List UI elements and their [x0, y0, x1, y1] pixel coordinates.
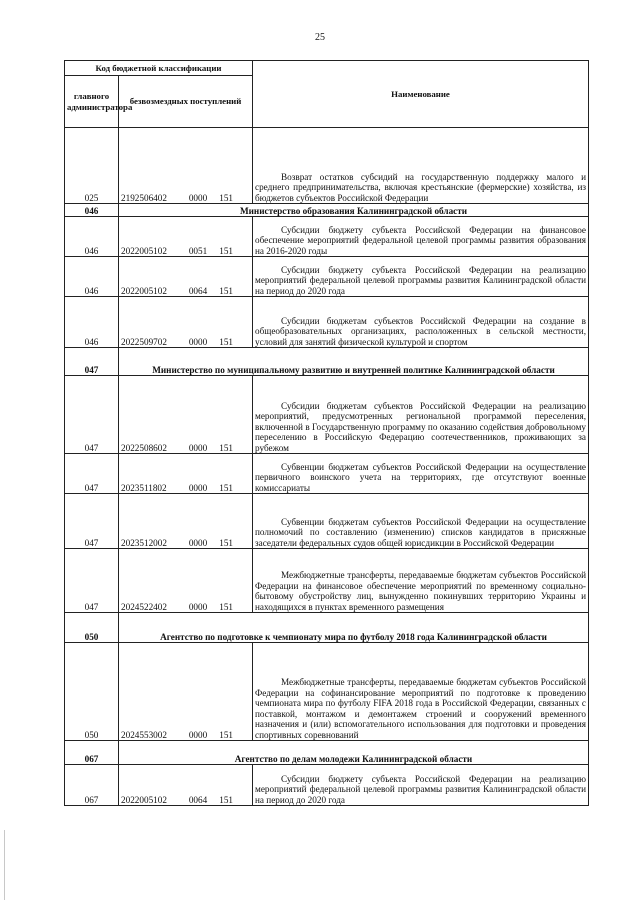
table-row — [65, 549, 589, 613]
item-name-text: Субсидии бюджетам субъектов Российской Федерации на создание в общеобразовательных организациях, расположенных в сельской местности, условий для занятий физической культурой и спортом — [255, 315, 586, 347]
budget-classification-table — [64, 60, 589, 806]
income-code-economic: 151 — [219, 192, 233, 203]
page-number: 25 — [315, 32, 325, 43]
income-code — [119, 297, 253, 348]
ministry-name: Агентство по подготовке к чемпионату мира по футболу 2018 года Калининградской области — [119, 613, 589, 643]
admin-code: 050 — [65, 643, 119, 741]
admin-code: 046 — [65, 217, 119, 257]
ministry-name: Министерство по муниципальному развитию и внутренней политике Калининградской области — [119, 348, 589, 376]
item-name-text: Возврат остатков субсидий на государственную поддержку малого и среднего предпринимательства, включая крестьянские (фермерские) хозяйства, из бюджетов субъектов Российской Федерации — [255, 171, 586, 203]
ministry-row — [65, 613, 589, 643]
income-code-program: 0000 — [188, 192, 208, 203]
item-name — [253, 217, 589, 257]
item-name — [253, 128, 589, 204]
admin-code: 050 — [65, 613, 119, 643]
item-name — [253, 494, 589, 549]
item-name-text: Субвенции бюджетам субъектов Российской Федерации на осуществление первичного воинского учета на территориях, где отсутствуют военные комиссариаты — [255, 461, 586, 493]
income-code-economic: 151 — [219, 537, 233, 548]
income-code-economic: 151 — [219, 729, 233, 740]
admin-code: 067 — [65, 741, 119, 765]
income-code — [119, 128, 253, 204]
income-code — [119, 494, 253, 549]
income-code-program: 0064 — [188, 285, 208, 296]
item-name-text: Субсидии бюджету субъекта Российской Федерации на реализацию мероприятий федеральной целевой программы развития Калининградской области на период до 2020 года — [255, 264, 586, 296]
income-code-program: 0000 — [188, 482, 208, 493]
income-code-economic: 151 — [219, 794, 233, 805]
income-code-program: 0000 — [188, 442, 208, 453]
item-name — [253, 765, 589, 806]
ministry-name: Агентство по делам молодежи Калининградской области — [119, 741, 589, 765]
table-row — [65, 128, 589, 204]
item-name — [253, 376, 589, 454]
income-code-main: 2022509702 — [121, 336, 167, 347]
income-code — [119, 257, 253, 297]
admin-code: 047 — [65, 454, 119, 494]
income-code-economic: 151 — [219, 442, 233, 453]
income-code-main: 2024522402 — [121, 601, 167, 612]
admin-code: 047 — [65, 376, 119, 454]
item-name — [253, 257, 589, 297]
income-code — [119, 643, 253, 741]
item-name-text: Субсидии бюджету субъекта Российской Федерации на финансовое обеспечение мероприятий федеральной целевой программы развития образования на 2016-2020 годы — [255, 224, 586, 256]
income-code-program: 0000 — [188, 729, 208, 740]
table-row — [65, 376, 589, 454]
income-code-program: 0000 — [188, 537, 208, 548]
income-code-main: 2023511802 — [121, 482, 167, 493]
income-code — [119, 454, 253, 494]
income-code-main: 2022005102 — [121, 285, 167, 296]
income-code-economic: 151 — [219, 482, 233, 493]
admin-code: 047 — [65, 549, 119, 613]
income-code-economic: 151 — [219, 245, 233, 256]
income-code-program: 0000 — [188, 336, 208, 347]
table-body — [65, 128, 589, 806]
header-code-group: Код бюджетной классификации — [65, 61, 253, 76]
admin-code: 067 — [65, 765, 119, 806]
income-code-economic: 151 — [219, 285, 233, 296]
income-code-main: 2024553002 — [121, 729, 167, 740]
table-row — [65, 454, 589, 494]
ministry-name: Министерство образования Калининградской области — [119, 204, 589, 217]
item-name — [253, 297, 589, 348]
scan-edge-mark — [4, 830, 5, 900]
admin-code: 046 — [65, 297, 119, 348]
income-code — [119, 217, 253, 257]
ministry-row — [65, 348, 589, 376]
income-code — [119, 765, 253, 806]
item-name — [253, 549, 589, 613]
item-name-text: Субсидии бюджетам субъектов Российской Федерации на реализацию мероприятий, предусмотренных региональной программой переселения, включенной в Государственную программу по оказанию содействия добровольному переселению в Российскую Федерацию соотечественников, проживающих за рубежом — [255, 400, 586, 453]
item-name-text: Межбюджетные трансферты, передаваемые бюджетам субъектов Российской Федерации на софинансирование мероприятий по подготовке к проведению чемпионата мира по футболу FIFA 2018 года в Российской Федерации, связанных с поставкой, монтажом и демонтажем строений и сооружений временного назначения и (или) вспомогательного использования для подготовки и проведения спортивных соревнований — [255, 677, 586, 740]
ministry-row — [65, 204, 589, 217]
admin-code: 047 — [65, 348, 119, 376]
item-name-text: Межбюджетные трансферты, передаваемые бюджетам субъектов Российской Федерации на финансовое обеспечение мероприятий по временному социально-бытовому обустройству лиц, вынужденно покинувших территорию Украины и находящихся в пунктах временного размещения — [255, 570, 586, 612]
item-name — [253, 643, 589, 741]
income-code — [119, 376, 253, 454]
income-code-program: 0051 — [188, 245, 208, 256]
admin-code: 046 — [65, 204, 119, 217]
header-income: безвозмездных поступлений — [119, 76, 253, 128]
income-code-main: 2022005102 — [121, 794, 167, 805]
item-name-text: Субвенции бюджетам субъектов Российской Федерации на осуществление полномочий по составлению (изменению) списков кандидатов в присяжные заседатели федеральных судов общей юрисдикции в Российской Федерации — [255, 516, 586, 548]
income-code-main: 2192506402 — [121, 192, 167, 203]
income-code — [119, 549, 253, 613]
table-row — [65, 765, 589, 806]
header-admin: главного администратора — [65, 76, 119, 128]
income-code-economic: 151 — [219, 601, 233, 612]
income-code-main: 2022508602 — [121, 442, 167, 453]
admin-code: 047 — [65, 494, 119, 549]
income-code-program: 0000 — [188, 601, 208, 612]
table-row — [65, 643, 589, 741]
item-name-text: Субсидии бюджету субъекта Российской Федерации на реализацию мероприятий федеральной целевой программы развития Калининградской области на период до 2020 года — [255, 773, 586, 805]
item-name — [253, 454, 589, 494]
income-code-economic: 151 — [219, 336, 233, 347]
table-row — [65, 257, 589, 297]
table-row — [65, 494, 589, 549]
income-code-main: 2022005102 — [121, 245, 167, 256]
header-name: Наименование — [253, 61, 589, 128]
table-row — [65, 297, 589, 348]
income-code-main: 2023512002 — [121, 537, 167, 548]
income-code-program: 0064 — [188, 794, 208, 805]
table-row — [65, 217, 589, 257]
admin-code: 025 — [65, 128, 119, 204]
ministry-row — [65, 741, 589, 765]
admin-code: 046 — [65, 257, 119, 297]
